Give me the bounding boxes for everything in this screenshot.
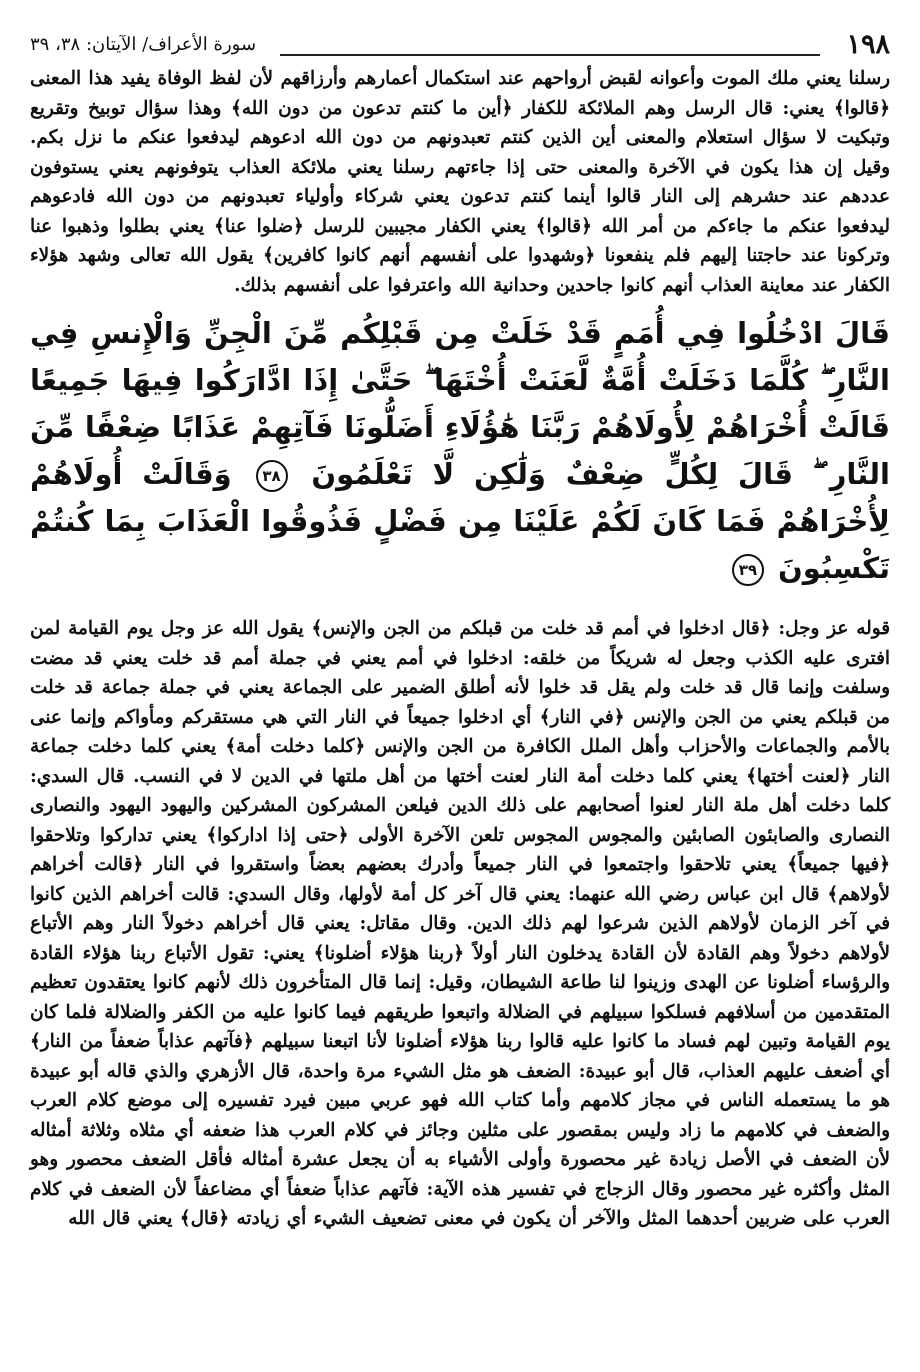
quran-verse-38: قَالَ ادْخُلُوا فِي أُمَمٍ قَدْ خَلَتْ مِن قَبْلِكُم مِّنَ الْجِنِّ وَالْإِنسِ فِي النَّارِ ۖ كُلَّمَا دَخَلَتْ أُمَّةٌ لَّعَنَتْ أُخْتَهَا ۖ حَتَّىٰ إِذَا ادَّارَكُوا فِيهَا جَمِيعًا قَالَتْ أُخْرَاهُمْ لِأُولَاهُمْ رَبَّنَا هَٰؤُلَاءِ أَضَلُّونَا فَآتِهِمْ عَذَابًا ضِعْفًا مِّنَ النَّارِ ۖ قَالَ لِكُلٍّ ضِعْفٌ وَلَٰكِن لَّا تَعْلَمُونَ	[30, 316, 890, 491]
verse-commentary-paragraph: قوله عز وجل: ﴿قال ادخلوا في أمم قد خلت من قبلكم من الجن والإنس﴾ يقول الله عز وجل يوم القيامة لمن افترى عليه الكذب وجعل له شريكاً من خلقه: ادخلوا في أمم يعني في جملة أمم قد خلت يعني قد مضت وسلفت وإنما قال قد خلت ولم يقل قد خلوا لأنه أطلق الضمير على الجماعة يعني في جملة جماعة قد خلت من قبلكم يعني من الجن والإنس ﴿في النار﴾ أي ادخلوا جميعاً في النار التي هي مستقركم ومأواكم وإنما عنى بالأمم والجماعات والأحزاب وأهل الملل الكافرة من الجن والإنس ﴿كلما دخلت أمة﴾ يعني كلما دخلت جماعة النار ﴿لعنت أختها﴾ يعني كلما دخلت أمة النار لعنت أختها من أهل ملتها في الدين لا في النسب. قال السدي: كلما دخلت أهل ملة النار لعنوا أصحابهم على ذلك الدين فيلعن المشركون المشركين واليهود اليهود والنصارى النصارى والصابئون الصابئين والمجوس المجوس تلعن الآخرة الأولى ﴿حتى إذا اداركوا﴾ يعني تداركوا وتلاحقوا ﴿فيها جميعاً﴾ يعني تلاحقوا واجتمعوا في النار جميعاً وأدرك بعضهم بعضاً واستقروا في النار ﴿قالت أخراهم لأولاهم﴾ قال ابن عباس رضي الله عنهما: يعني قال آخر كل أمة لأولها، وقال السدي: قالت أخراهم الذين كانوا في آخر الزمان لأولاهم الذين شرعوا لهم ذلك الدين. وقال مقاتل: يعني قال أخراهم دخولاً النار وهم الأتباع لأولاهم دخولاً وهم القادة لأن القادة يدخلون النار أولاً ﴿ربنا هؤلاء أضلونا﴾ يعني: تقول الأتباع ربنا هؤلاء القادة والرؤساء أضلونا عن الهدى وزينوا لنا طاعة الشيطان، وقيل: إنما قال المتأخرون ذلك لأنهم كانوا يعتقدون تعظيم المتقدمين من أسلافهم فسلكوا سبيلهم في الضلالة واتبعوا طريقهم فيما كانوا عليه من الكفر والضلالة فلما كان يوم القيامة وتبين لهم فساد ما كانوا عليه قالوا ربنا هؤلاء أضلونا لأنا اتبعنا سبيلهم ﴿فآتهم عذاباً ضعفاً من النار﴾ أي أضعف عليهم العذاب، قال أبو عبيدة: الضعف هو مثل الشيء مرة واحدة، قال الأزهري والذي قاله أبو عبيدة هو ما يستعمله الناس في مجاز كلامهم وأما كتاب الله فهو عربي مبين فيرد تفسيره إلى موضع كلام العرب والضعف في كلامهم ما زاد وليس بمقصور على مثلين وجائز في كلام العرب هذا ضعفه أي مثلاه وثلاثة أمثاله لأن الضعف في الأصل زيادة غير محصورة وأولى الأشياء به أن يجعل عشرة أمثاله فأقل الضعف محصور وهو المثل وأكثره غير محصور وقال الزجاج في تفسير هذه الآية: فآتهم عذاباً ضعفاً أي مضاعفاً لأن الضعف في كلام العرب على ضربين أحدهما المثل والآخر أن يكون في معنى تضعيف الشيء أي زيادته ﴿قال﴾ يعني قال الله	[30, 618, 890, 1229]
book-page	[30, 30, 890, 1350]
intro-commentary-paragraph: رسلنا يعني ملك الموت وأعوانه لقبض أرواحهم عند استكمال أعمارهم وأرزاقهم لأن لفظ الوفاة يفيد هذا المعنى ﴿قالوا﴾ يعني: قال الرسل وهم الملائكة للكفار ﴿أين ما كنتم تدعون من دون الله﴾ وهذا سؤال توبيخ وتقريع وتبكيت لا سؤال استعلام والمعنى أين الذين كنتم تعبدونهم من دون الله ادعوهم ليدفعوا عنكم ما نزل بكم. وقيل إن هذا يكون في الآخرة والمعنى حتى إذا جاءتهم رسلنا يعني ملائكة العذاب يتوفونهم يعني يستوفون عددهم عند حشرهم إلى النار قالوا أينما كنتم تدعون يعني شركاء وأولياء تعبدونهم من دون الله فادعوهم ليدفعوا عنكم ما جاءكم من أمر الله ﴿قالوا﴾ يعني الكفار مجيبين للرسل ﴿ضلوا عنا﴾ يعني بطلوا وذهبوا عنا وتركونا عند حاجتنا إليهم فلم ينفعونا ﴿وشهدوا على أنفسهم أنهم كانوا كافرين﴾ يقول الله تعالى وشهد هؤلاء الكفار عند معاينة العذاب أنهم كانوا جاحدين وحدانية الله واعترفوا على أنفسهم بذلك.	[30, 68, 890, 296]
quran-verses-block	[30, 310, 890, 592]
header-rule	[280, 54, 820, 56]
ayah-number-39-marker: ٣٩	[732, 554, 764, 586]
ayah-number-38-marker: ٣٨	[256, 460, 288, 492]
page-number: ١٩٨	[846, 29, 890, 60]
page-header	[30, 30, 890, 64]
page-bottom-space	[30, 1234, 890, 1242]
running-title: سورة الأعراف/ الآيتان: ٣٨، ٣٩	[30, 34, 257, 55]
quran-verse-39: وَقَالَتْ أُولَاهُمْ لِأُخْرَاهُمْ فَمَا كَانَ لَكُمْ عَلَيْنَا مِن فَضْلٍ فَذُوقُوا الْعَذَابَ بِمَا كُنتُمْ تَكْسِبُونَ	[30, 457, 890, 585]
